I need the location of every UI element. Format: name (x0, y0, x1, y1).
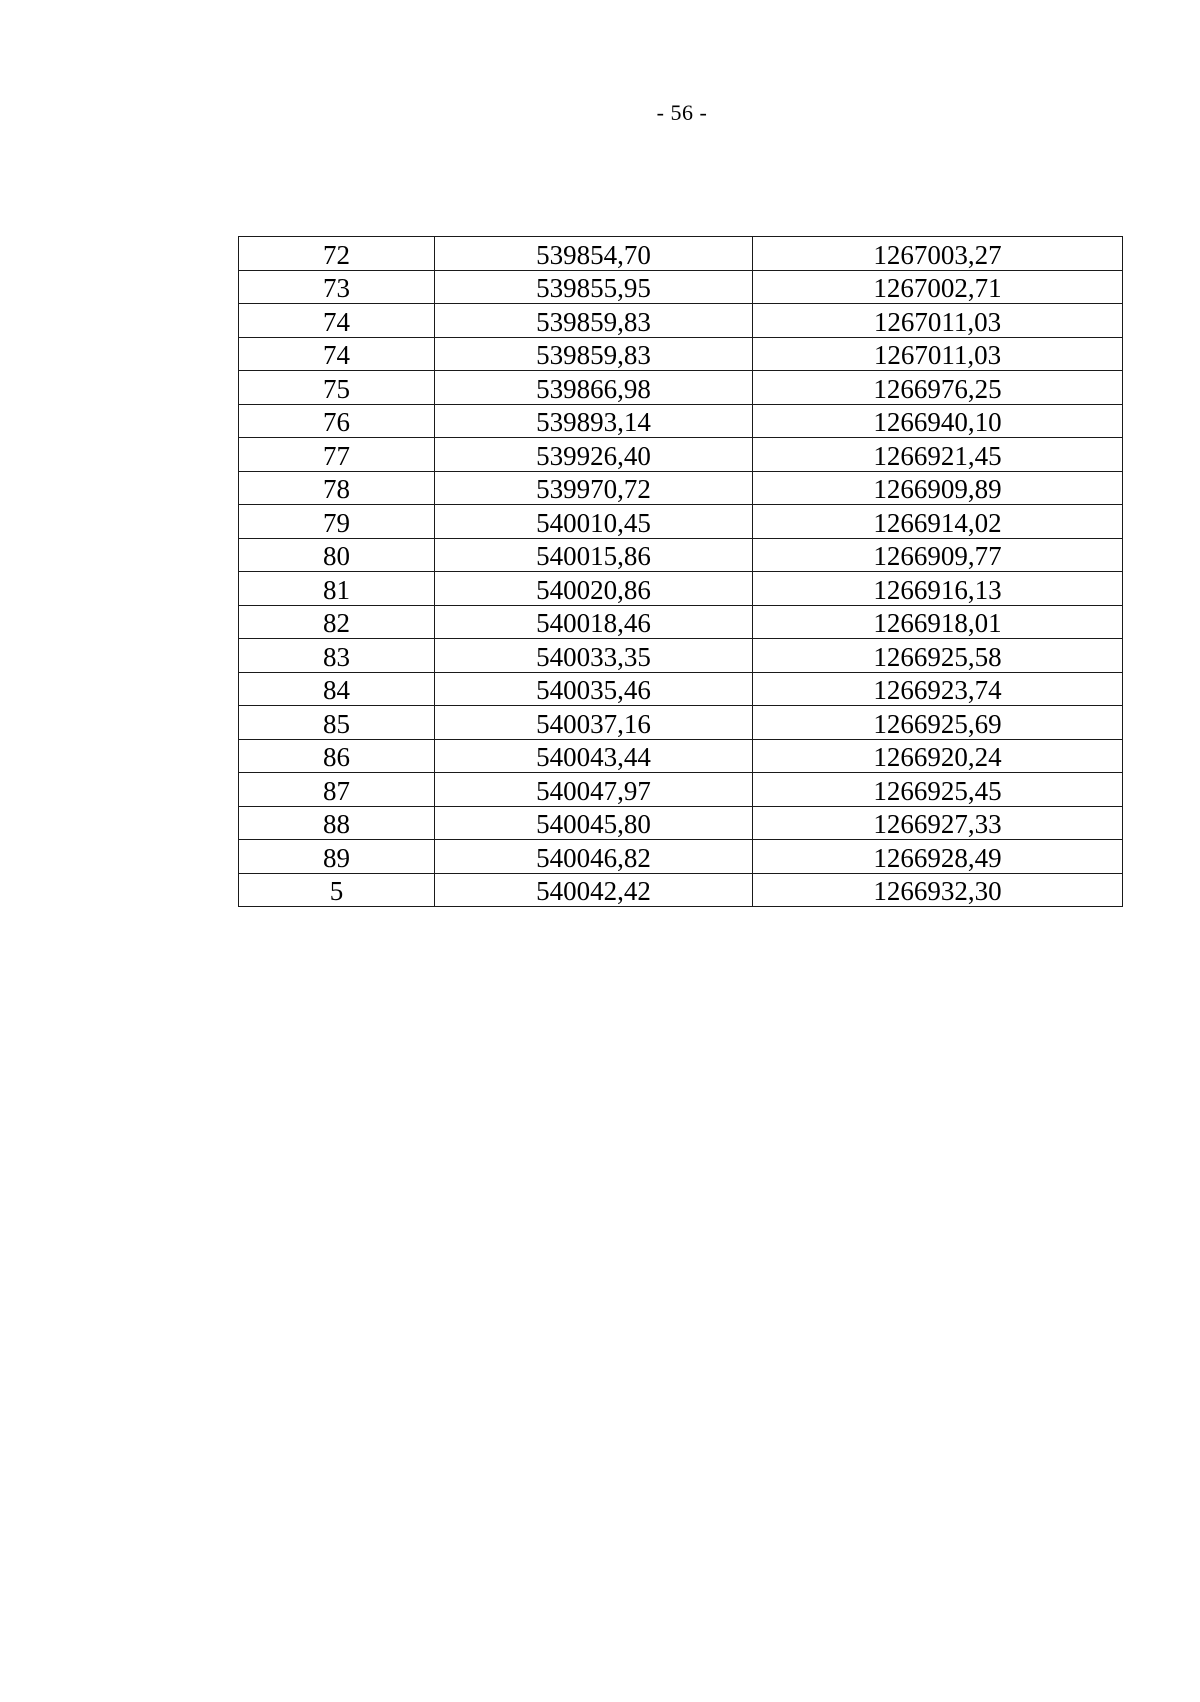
y-coordinate-cell: 1266921,45 (753, 438, 1123, 472)
table-row (239, 371, 1123, 405)
x-coordinate-cell: 539859,83 (435, 337, 753, 371)
point-number-cell: 87 (239, 773, 435, 807)
x-coordinate-cell: 540046,82 (435, 840, 753, 874)
table-row (239, 739, 1123, 773)
table-row (239, 605, 1123, 639)
table-row (239, 873, 1123, 907)
point-number-cell: 74 (239, 337, 435, 371)
x-coordinate-cell: 539855,95 (435, 270, 753, 304)
x-coordinate-cell: 540020,86 (435, 572, 753, 606)
point-number-cell: 5 (239, 873, 435, 907)
x-coordinate-cell: 539970,72 (435, 471, 753, 505)
y-coordinate-cell: 1266909,77 (753, 538, 1123, 572)
y-coordinate-cell: 1266927,33 (753, 806, 1123, 840)
y-coordinate-cell: 1267011,03 (753, 304, 1123, 338)
point-number-cell: 85 (239, 706, 435, 740)
x-coordinate-cell: 539859,83 (435, 304, 753, 338)
coordinates-table (238, 236, 1123, 907)
x-coordinate-cell: 540043,44 (435, 739, 753, 773)
y-coordinate-cell: 1266909,89 (753, 471, 1123, 505)
table-row (239, 639, 1123, 673)
x-coordinate-cell: 540035,46 (435, 672, 753, 706)
x-coordinate-cell: 540037,16 (435, 706, 753, 740)
y-coordinate-cell: 1266920,24 (753, 739, 1123, 773)
table-row (239, 304, 1123, 338)
x-coordinate-cell: 539926,40 (435, 438, 753, 472)
coordinates-table-body (239, 237, 1123, 907)
y-coordinate-cell: 1267011,03 (753, 337, 1123, 371)
table-row (239, 672, 1123, 706)
x-coordinate-cell: 540045,80 (435, 806, 753, 840)
y-coordinate-cell: 1266928,49 (753, 840, 1123, 874)
x-coordinate-cell: 540042,42 (435, 873, 753, 907)
table-row (239, 538, 1123, 572)
point-number-cell: 72 (239, 237, 435, 271)
point-number-cell: 89 (239, 840, 435, 874)
y-coordinate-cell: 1266914,02 (753, 505, 1123, 539)
table-row (239, 270, 1123, 304)
x-coordinate-cell: 539854,70 (435, 237, 753, 271)
x-coordinate-cell: 540047,97 (435, 773, 753, 807)
point-number-cell: 81 (239, 572, 435, 606)
table-row (239, 840, 1123, 874)
table-row (239, 471, 1123, 505)
x-coordinate-cell: 539866,98 (435, 371, 753, 405)
x-coordinate-cell: 540015,86 (435, 538, 753, 572)
table-row (239, 438, 1123, 472)
point-number-cell: 73 (239, 270, 435, 304)
point-number-cell: 88 (239, 806, 435, 840)
table-row (239, 572, 1123, 606)
y-coordinate-cell: 1266925,58 (753, 639, 1123, 673)
table-row (239, 337, 1123, 371)
y-coordinate-cell: 1266940,10 (753, 404, 1123, 438)
y-coordinate-cell: 1266916,13 (753, 572, 1123, 606)
x-coordinate-cell: 540010,45 (435, 505, 753, 539)
table-row (239, 237, 1123, 271)
point-number-cell: 82 (239, 605, 435, 639)
point-number-cell: 84 (239, 672, 435, 706)
point-number-cell: 77 (239, 438, 435, 472)
point-number-cell: 76 (239, 404, 435, 438)
y-coordinate-cell: 1267003,27 (753, 237, 1123, 271)
point-number-cell: 79 (239, 505, 435, 539)
point-number-cell: 74 (239, 304, 435, 338)
table-row (239, 404, 1123, 438)
point-number-cell: 86 (239, 739, 435, 773)
y-coordinate-cell: 1266925,69 (753, 706, 1123, 740)
point-number-cell: 75 (239, 371, 435, 405)
table-row (239, 706, 1123, 740)
point-number-cell: 78 (239, 471, 435, 505)
y-coordinate-cell: 1266918,01 (753, 605, 1123, 639)
point-number-cell: 83 (239, 639, 435, 673)
y-coordinate-cell: 1266976,25 (753, 371, 1123, 405)
table-row (239, 505, 1123, 539)
x-coordinate-cell: 539893,14 (435, 404, 753, 438)
y-coordinate-cell: 1266925,45 (753, 773, 1123, 807)
table-row (239, 806, 1123, 840)
y-coordinate-cell: 1267002,71 (753, 270, 1123, 304)
table-row (239, 773, 1123, 807)
y-coordinate-cell: 1266923,74 (753, 672, 1123, 706)
y-coordinate-cell: 1266932,30 (753, 873, 1123, 907)
point-number-cell: 80 (239, 538, 435, 572)
x-coordinate-cell: 540033,35 (435, 639, 753, 673)
x-coordinate-cell: 540018,46 (435, 605, 753, 639)
page-number: - 56 - (656, 100, 708, 125)
